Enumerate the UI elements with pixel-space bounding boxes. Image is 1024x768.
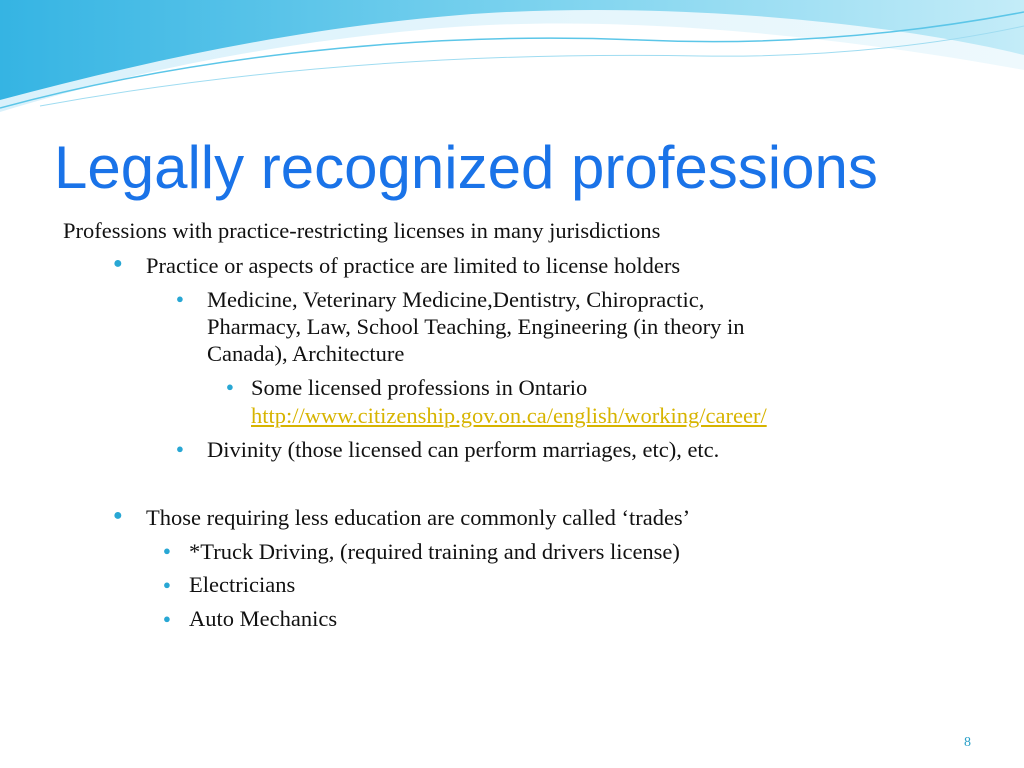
list-item: Divinity (those licensed can perform marriages, etc), etc.	[207, 437, 720, 462]
list-item: Medicine, Veterinary Medicine,Dentistry, Chiropractic,	[207, 287, 705, 312]
bullet-icon: ●	[226, 379, 234, 394]
list-item: Electricians	[189, 572, 296, 597]
intro-text: Professions with practice-restricting licenses in many jurisdictions	[63, 218, 661, 243]
slide-title: Legally recognized professions	[54, 134, 878, 201]
list-item: Practice or aspects of practice are limited to license holders	[146, 253, 681, 278]
list-item: Some licensed professions in Ontario	[251, 375, 588, 400]
list-item: Auto Mechanics	[189, 606, 338, 631]
ontario-career-link[interactable]: http://www.citizenship.gov.on.ca/english/working/career/	[251, 403, 767, 428]
list-item-continuation: Canada), Architecture	[207, 341, 405, 366]
list-item: *Truck Driving, (required training and drivers license)	[189, 539, 680, 564]
bullet-icon: ●	[113, 255, 123, 272]
bullet-icon: ●	[176, 291, 184, 306]
bullet-icon: ●	[163, 577, 171, 592]
bullet-icon: ●	[113, 507, 123, 524]
header-wave-decoration	[0, 0, 1024, 120]
bullet-icon: ●	[163, 543, 171, 558]
list-item-continuation: Pharmacy, Law, School Teaching, Engineering (in theory in	[207, 314, 745, 339]
bullet-icon: ●	[163, 611, 171, 626]
bullet-icon: ●	[176, 441, 184, 456]
page-number: 8	[964, 735, 971, 750]
list-item: Those requiring less education are commonly called ‘trades’	[146, 505, 691, 530]
